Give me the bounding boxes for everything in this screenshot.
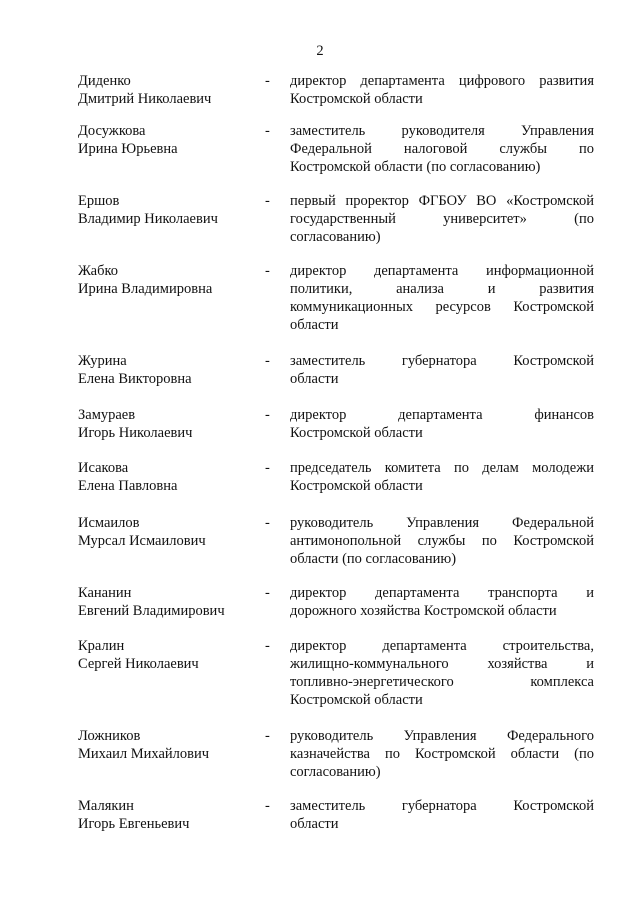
member-given-names: Владимир Николаевич bbox=[78, 211, 218, 227]
separator-dash: - bbox=[265, 728, 270, 744]
member-role-line: директор департамента транспорта и bbox=[290, 585, 594, 601]
separator-dash: - bbox=[265, 638, 270, 654]
member-role bbox=[290, 192, 594, 246]
member-role-line: антимонопольной службы по Костромской bbox=[290, 533, 594, 549]
member-role bbox=[290, 122, 594, 176]
member-role-line: первый проректор ФГБОУ ВО «Костромской bbox=[290, 193, 594, 209]
separator-dash: - bbox=[265, 460, 270, 476]
member-given-names: Михаил Михайлович bbox=[78, 746, 210, 762]
member-role-line: директор департамента цифрового развития bbox=[290, 73, 594, 89]
member-role-line: области bbox=[290, 816, 339, 832]
member-name bbox=[78, 727, 258, 763]
member-role-line: директор департамента информационной bbox=[290, 263, 594, 279]
member-name bbox=[78, 72, 258, 108]
member-role-line: Костромской области bbox=[290, 692, 423, 708]
member-surname: Малякин bbox=[78, 798, 134, 814]
member-role-line: жилищно-коммунального хозяйства и bbox=[290, 656, 594, 672]
member-name bbox=[78, 352, 258, 388]
member-role-line: заместитель руководителя Управления bbox=[290, 123, 594, 139]
member-role-line: директор департамента финансов bbox=[290, 407, 594, 423]
member-surname: Диденко bbox=[78, 73, 131, 89]
separator-dash: - bbox=[265, 123, 270, 139]
separator-dash: - bbox=[265, 263, 270, 279]
member-role-line: казначейства по Костромской области (по bbox=[290, 746, 594, 762]
member-role-line: согласованию) bbox=[290, 229, 381, 245]
member-role bbox=[290, 727, 594, 781]
member-surname: Жабко bbox=[78, 263, 119, 279]
member-given-names: Евгений Владимирович bbox=[78, 603, 225, 619]
member-surname: Исакова bbox=[78, 460, 129, 476]
member-name bbox=[78, 637, 258, 673]
member-name bbox=[78, 262, 258, 298]
member-given-names: Сергей Николаевич bbox=[78, 656, 199, 672]
member-role-line: дорожного хозяйства Костромской области bbox=[290, 603, 557, 619]
separator-dash: - bbox=[265, 515, 270, 531]
member-name bbox=[78, 514, 258, 550]
page-number: 2 bbox=[316, 43, 324, 59]
member-role bbox=[290, 637, 594, 709]
member-given-names: Дмитрий Николаевич bbox=[78, 91, 212, 107]
member-surname: Кананин bbox=[78, 585, 132, 601]
member-name bbox=[78, 192, 258, 228]
separator-dash: - bbox=[265, 193, 270, 209]
member-role-line: директор департамента строительства, bbox=[290, 638, 594, 654]
member-role-line: руководитель Управления Федеральной bbox=[290, 515, 594, 531]
separator-dash: - bbox=[265, 798, 270, 814]
member-given-names: Елена Викторовна bbox=[78, 371, 192, 387]
member-name bbox=[78, 406, 258, 442]
member-name bbox=[78, 122, 258, 158]
member-role-line: согласованию) bbox=[290, 764, 381, 780]
member-given-names: Игорь Евгеньевич bbox=[78, 816, 190, 832]
member-surname: Исмаилов bbox=[78, 515, 140, 531]
separator-dash: - bbox=[265, 73, 270, 89]
member-role-line: заместитель губернатора Костромской bbox=[290, 798, 594, 814]
member-surname: Ершов bbox=[78, 193, 120, 209]
member-given-names: Ирина Юрьевна bbox=[78, 141, 178, 157]
separator-dash: - bbox=[265, 353, 270, 369]
member-role-line: государственный университет» (по bbox=[290, 211, 594, 227]
member-given-names: Елена Павловна bbox=[78, 478, 178, 494]
member-role-line: заместитель губернатора Костромской bbox=[290, 353, 594, 369]
member-role bbox=[290, 262, 594, 334]
member-surname: Журина bbox=[78, 353, 127, 369]
member-role bbox=[290, 584, 594, 620]
member-role-line: области bbox=[290, 371, 339, 387]
separator-dash: - bbox=[265, 585, 270, 601]
member-name bbox=[78, 459, 258, 495]
member-role-line: руководитель Управления Федерального bbox=[290, 728, 594, 744]
member-role-line: области bbox=[290, 317, 339, 333]
member-role bbox=[290, 352, 594, 388]
member-name bbox=[78, 797, 258, 833]
member-role-line: Костромской области bbox=[290, 91, 423, 107]
member-given-names: Игорь Николаевич bbox=[78, 425, 193, 441]
member-surname: Замураев bbox=[78, 407, 136, 423]
member-surname: Ложников bbox=[78, 728, 141, 744]
member-given-names: Ирина Владимировна bbox=[78, 281, 213, 297]
member-role-line: области (по согласованию) bbox=[290, 551, 457, 567]
member-role-line: Костромской области bbox=[290, 478, 423, 494]
member-role bbox=[290, 406, 594, 442]
member-role-line: топливно-энергетического комплекса bbox=[290, 674, 594, 690]
member-name bbox=[78, 584, 258, 620]
member-given-names: Мурсал Исмаилович bbox=[78, 533, 206, 549]
member-surname: Кралин bbox=[78, 638, 125, 654]
member-role-line: политики, анализа и развития bbox=[290, 281, 594, 297]
member-surname: Досужкова bbox=[78, 123, 146, 139]
member-role-line: Костромской области (по согласованию) bbox=[290, 159, 541, 175]
member-role-line: Костромской области bbox=[290, 425, 423, 441]
member-role bbox=[290, 797, 594, 833]
member-role-line: коммуникационных ресурсов Костромской bbox=[290, 299, 594, 315]
member-role-line: председатель комитета по делам молодежи bbox=[290, 460, 594, 476]
member-role-line: Федеральной налоговой службы по bbox=[290, 141, 594, 157]
member-role bbox=[290, 459, 594, 495]
member-role bbox=[290, 514, 594, 568]
member-role bbox=[290, 72, 594, 108]
separator-dash: - bbox=[265, 407, 270, 423]
